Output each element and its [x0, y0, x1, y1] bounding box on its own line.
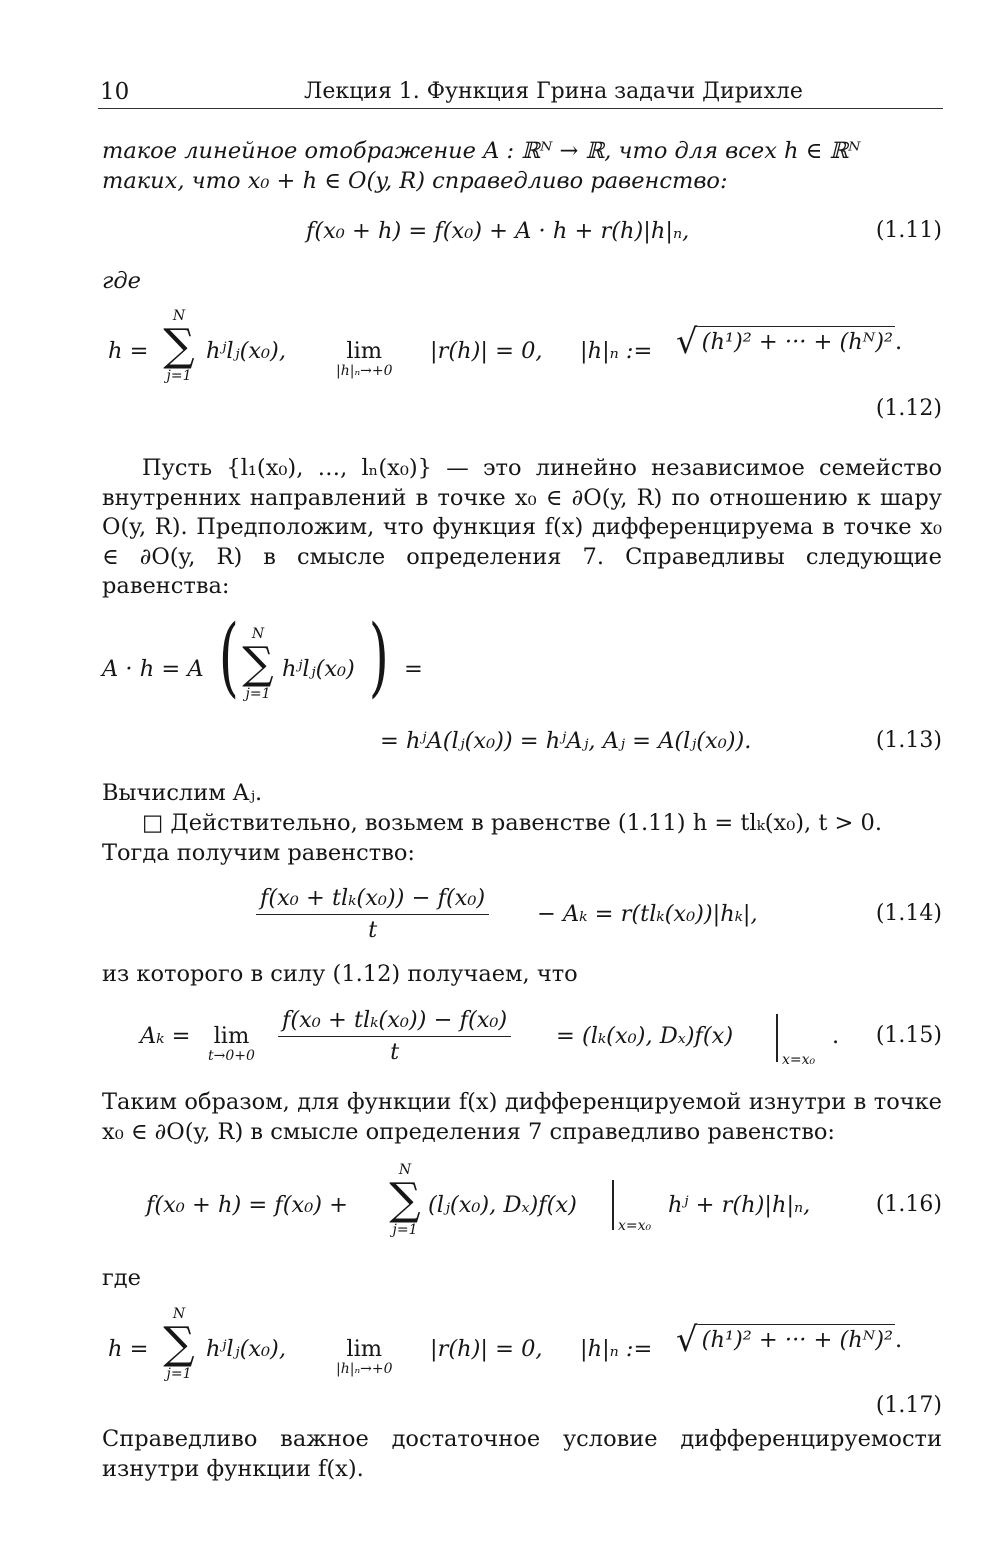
page-number: 10 [100, 79, 130, 105]
right-paren: ) [368, 607, 389, 707]
sigma-symbol: ∑ [242, 638, 274, 689]
paragraph-conclusion: Таким образом, для функции f(x) дифференцируемой изнутри в точке x₀ ∈ ∂O(y, R) в смысле определения 7 справедливо равенство: [102, 1089, 942, 1145]
eq12-radicand: (h¹)² + ··· + (hᴺ)² [698, 326, 895, 355]
eq17-lim-word: lim [346, 1336, 383, 1362]
eq17-radical [676, 1320, 902, 1360]
eq17-norm-left: |h|ₙ := [580, 1336, 653, 1362]
equation-number-1-14: (1.14) [875, 901, 942, 926]
eq12-term: hʲlⱼ(x₀), [206, 338, 286, 364]
eq12-lim-word: lim [346, 338, 383, 364]
eq16-sum-upper: N [398, 1162, 412, 1178]
eq12-lim-expr: |r(h)| = 0, [430, 338, 543, 364]
eq13-line-2: = hʲA(lⱼ(x₀)) = hʲAⱼ, Aⱼ = A(lⱼ(x₀)). [380, 728, 752, 754]
eq15-denominator: t [390, 1039, 400, 1065]
eq15-tail: . [832, 1023, 840, 1049]
eq15-limit [208, 1024, 255, 1064]
eq16-sum-lower: j=1 [392, 1222, 418, 1238]
sqrt-symbol: √ [676, 322, 698, 362]
eq12-left: h = [108, 338, 149, 364]
equation-number-1-11: (1.11) [875, 218, 942, 243]
compute-line: Вычислим Aⱼ. [102, 780, 263, 806]
eq12-sum-lower: j=1 [166, 368, 192, 384]
eq17-tail: . [895, 1327, 903, 1353]
equation-1-11: f(x₀ + h) = f(x₀) + A · h + r(h)|h|ₙ, [306, 218, 690, 244]
eq17-lim-under: |h|ₙ→+0 [336, 1361, 393, 1377]
eq12-limit [336, 339, 393, 379]
eq14-numerator: f(x₀ + tlₖ(x₀)) − f(x₀) [256, 885, 489, 915]
running-title: Лекция 1. Функция Грина задачи Дирихле [304, 79, 803, 104]
eq17-lim-expr: |r(h)| = 0, [430, 1336, 543, 1362]
from-which-line: из которого в силу (1.12) получаем, что [102, 961, 578, 987]
eq17-radicand: (h¹)² + ··· + (hᴺ)² [698, 1324, 895, 1353]
eq17-term: hʲlⱼ(x₀), [206, 1336, 286, 1362]
closing-paragraph: Справедливо важное достаточное условие дифференцируемости изнутри функции f(x). [102, 1426, 942, 1482]
eq13-inner: hʲlⱼ(x₀) [282, 656, 355, 682]
sqrt-symbol: √ [676, 1320, 698, 1360]
eq15-eval-bar [776, 1014, 778, 1062]
eq14-denominator: t [368, 917, 378, 943]
intro-line-2: таких, что x₀ + h ∈ O(y, R) справедливо равенство: [102, 168, 728, 194]
equation-number-1-12: (1.12) [875, 396, 942, 421]
eq17-left: h = [108, 1336, 149, 1362]
equation-number-1-16: (1.16) [875, 1192, 942, 1217]
proof-line-2: Тогда получим равенство: [102, 840, 416, 866]
equation-number-1-17: (1.17) [875, 1393, 942, 1418]
left-paren: ( [218, 607, 239, 707]
sigma-symbol: ∑ [163, 1318, 195, 1369]
where-label: где [102, 1265, 141, 1291]
eq17-limit [336, 1337, 393, 1377]
eq12-tail: . [895, 329, 903, 355]
sigma-symbol: ∑ [163, 320, 195, 371]
eq13-sum [236, 626, 280, 702]
header-rule [98, 108, 943, 109]
eq15-numerator: f(x₀ + tlₖ(x₀)) − f(x₀) [278, 1007, 511, 1037]
eq15-fraction [278, 1007, 511, 1065]
eq12-radical [676, 322, 902, 362]
eq16-eval-at: x=x₀ [618, 1218, 652, 1234]
eq16-left: f(x₀ + h) = f(x₀) + [146, 1192, 348, 1218]
eq17-sum-lower: j=1 [166, 1366, 192, 1382]
eq14-rest: − Aₖ = r(tlₖ(x₀))|hₖ|, [537, 901, 758, 927]
eq13-sum-upper: N [251, 626, 265, 642]
paragraph-directions: Пусть {l₁(x₀), …, lₙ(x₀)} — это линейно независимое семейство внутренних направлений в точке x₀ ∈ ∂O(y, R) по отношению к шару O(y, R). Предположим, что функция f(x) дифференцируема в точке x₀ ∈ ∂O(y, R) в смысле определения 7. Справедливы следующие равенства: [102, 455, 942, 599]
eq12-lim-under: |h|ₙ→+0 [336, 363, 393, 379]
eq16-rest: hʲ + r(h)|h|ₙ, [668, 1192, 811, 1218]
proof-line-1: □ Действительно, возьмем в равенстве (1.11) h = tlₖ(x₀), t > 0. [142, 810, 883, 836]
eq13-sum-lower: j=1 [245, 686, 271, 702]
eq15-eval-at: x=x₀ [782, 1052, 816, 1068]
eq16-sum [383, 1162, 427, 1238]
equation-number-1-13: (1.13) [875, 728, 942, 753]
eq17-sum [157, 1306, 201, 1382]
eq12-sum-upper: N [172, 308, 186, 324]
eq13-left: A · h = A [102, 656, 204, 682]
intro-line-1: такое линейное отображение A : ℝᴺ → ℝ, что для всех h ∈ ℝᴺ [102, 138, 861, 164]
where-label-italic: где [102, 268, 141, 294]
eq15-left: Aₖ = [140, 1023, 191, 1049]
eq15-lim-under: t→0+0 [208, 1048, 255, 1064]
eq16-term: (lⱼ(x₀), Dₓ)f(x) [428, 1192, 577, 1218]
eq12-norm-left: |h|ₙ := [580, 338, 653, 364]
eq15-lim-word: lim [213, 1023, 250, 1049]
sigma-symbol: ∑ [389, 1174, 421, 1225]
eq12-sum [157, 308, 201, 384]
eq13-equals: = [404, 656, 423, 682]
eq16-eval-bar [612, 1180, 614, 1230]
eq15-rest: = (lₖ(x₀), Dₓ)f(x) [556, 1023, 734, 1049]
eq14-fraction [256, 885, 489, 943]
equation-number-1-15: (1.15) [875, 1023, 942, 1048]
eq17-sum-upper: N [172, 1306, 186, 1322]
